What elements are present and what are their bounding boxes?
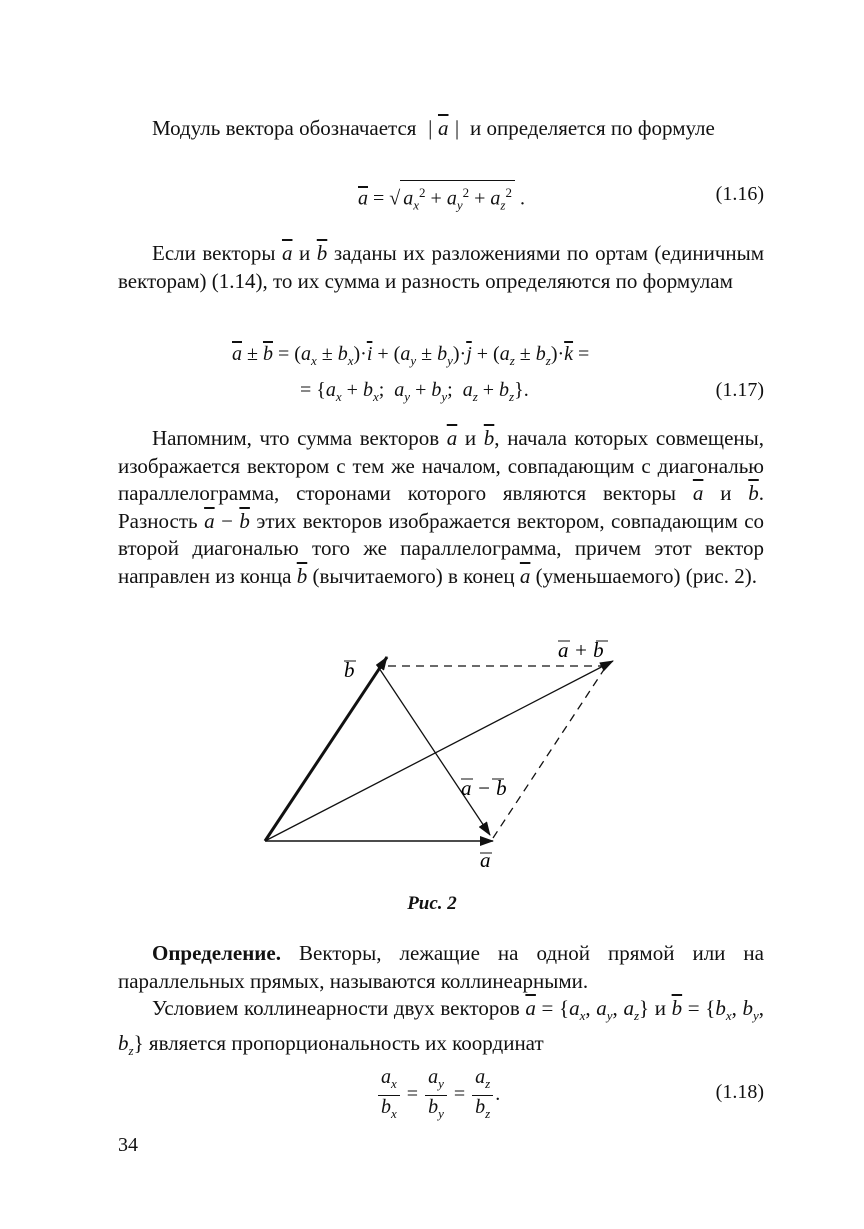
vector-sum-arrow [265, 661, 613, 841]
text-fragment: Напомним, что сумма векторов [152, 426, 440, 450]
figure-caption: Рис. 2 [407, 893, 457, 914]
equation-number-1-18: (1.18) [715, 1081, 764, 1103]
sum-intro-paragraph [118, 240, 764, 295]
vector-b-coords: $\overline{b} = \{b_x$, $b_y$, $b_z$} [118, 996, 765, 1058]
vector-difference-arrow [377, 665, 490, 835]
label-b: b [344, 658, 355, 682]
modulus-paragraph [118, 115, 764, 143]
text-fragment: является пропорциональность их координат [148, 1030, 544, 1055]
definition-label: Определение. [152, 941, 281, 965]
text-fragment: этих векторов изображается вектором, совпадающим со второй диагональю того же параллелограмма, причем этот вектор направлен из конца [118, 508, 765, 588]
vector-parallelogram-figure [240, 635, 640, 875]
page-number: 34 [118, 1134, 138, 1156]
label-difference: a − b [461, 776, 507, 800]
vector-a-coords: $\overline{a} = \{a_x$, $a_y$, $a_z$} [525, 996, 650, 1024]
text-fragment: Модуль вектора обозначается [152, 116, 417, 140]
text-fragment: , начала которых совмещены, изображается вектором с тем же началом, совпадающим с диагональю параллелограмма, сторонами которого являются векторы [118, 426, 764, 505]
vector-a: $\overline{a}$ [692, 481, 704, 505]
text-fragment: и [299, 241, 311, 265]
vector-a: $\overline{a}$ [281, 241, 293, 265]
definition-paragraph [118, 940, 764, 995]
vector-b: $\overline{b}$ [483, 426, 495, 450]
text-fragment: (уменьшаемого) (рис. 2). [535, 563, 757, 588]
collinearity-paragraph [118, 995, 764, 1064]
text-fragment: и [654, 996, 666, 1020]
text-fragment: Условием коллинеарности двух векторов [152, 996, 520, 1020]
vector-a: $\overline{a}$ [519, 563, 531, 588]
modulus-notation: | $\overline{a}$ | [421, 116, 465, 140]
text-fragment: заданы их разложениями по ортам (единичным векторам) (1.14), то их сумма и разность определяются по формулам [118, 241, 765, 293]
vector-b-arrow [265, 657, 387, 841]
text-fragment: и [720, 481, 732, 505]
vector-difference: $\overline{a} - \overline{b}$ [204, 508, 250, 533]
text-fragment: и [464, 426, 477, 450]
equation-number-1-17: (1.17) [715, 379, 764, 401]
text-fragment: Векторы, лежащие на одной прямой или на параллельных прямых, называются коллинеарными. [118, 941, 764, 993]
formula-1-17-line1: $\overline{a} \pm \overline{b} = (a_x \pm b_x)\cdot\overline{i} + (a_y \pm b_y)\cdot\overline{j} + (a_z \pm b_z)\cdot\overline{k}$ = [232, 343, 590, 368]
formula-1-18: $\frac{a_x}{b_x}$ = $\frac{a_y}{b_y}$ = $\frac{a_z}{b_z}$ . [376, 1066, 500, 1125]
text-fragment: (вычитаемого) в конец [312, 563, 515, 588]
vector-b: $\overline{b}$ [296, 563, 308, 588]
formula-1-17-line2: = {$a_x + b_x$; $a_y + b_y$; $a_z + b_z$}. [300, 379, 529, 404]
vector-b: $\overline{b}$ [316, 241, 328, 265]
equation-number-1-16: (1.16) [715, 183, 764, 205]
vector-b: $\overline{b}$ [748, 481, 759, 505]
text-fragment: Если векторы [152, 241, 276, 265]
label-sum: a + b [558, 638, 604, 662]
reminder-paragraph [118, 425, 764, 590]
text-fragment: и определяется по формуле [470, 116, 715, 140]
text-fragment: . Разность [118, 481, 765, 533]
vector-a: $\overline{a}$ [446, 426, 458, 450]
label-a: a [480, 848, 491, 872]
formula-1-16: $\overline{a}$ = √ $a_x^2 + a_y^2 + a_z^2$ . [358, 180, 525, 218]
